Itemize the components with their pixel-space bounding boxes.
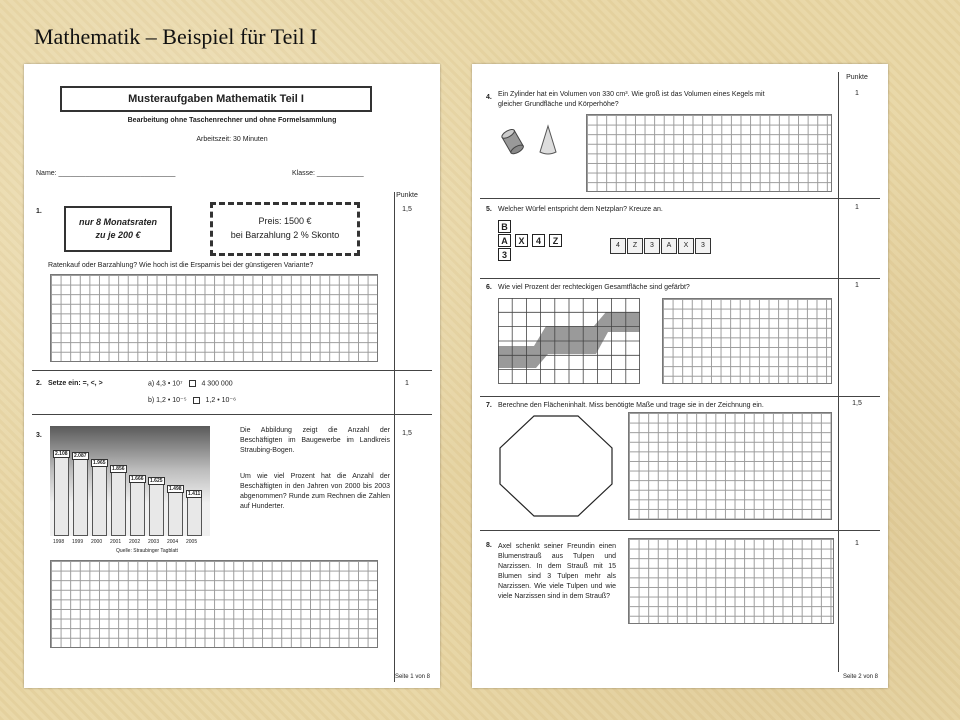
chart-bar-2004 bbox=[168, 486, 183, 536]
chart-source: Quelle: Straubinger Tagblatt bbox=[116, 548, 178, 554]
task-7-points: 1,5 bbox=[852, 400, 862, 407]
chart-year-2005: 2005 bbox=[186, 539, 198, 545]
net-face-1: A bbox=[498, 234, 511, 247]
task-8-number: 8. bbox=[486, 542, 492, 549]
cube-net bbox=[498, 220, 578, 272]
chart-value-2005: 1.411 bbox=[188, 491, 201, 497]
task-2b-right: 1,2 • 10⁻⁶ bbox=[205, 397, 236, 404]
task-2-label: Setze ein: =, <, > bbox=[48, 380, 103, 387]
task-6-points: 1 bbox=[855, 282, 859, 289]
task-5-divider bbox=[480, 278, 880, 279]
task-7-question: Berechne den Flächeninhalt. Miss benötigte Maße und trage sie in der Zeichnung ein. bbox=[498, 402, 764, 409]
shaded-rectangle-figure bbox=[498, 298, 640, 384]
task-2-divider bbox=[32, 414, 432, 415]
net-face-3: 4 bbox=[532, 234, 545, 247]
chart-value-2002: 1.666 bbox=[131, 476, 144, 482]
employment-chart bbox=[50, 426, 210, 536]
task-1-number: 1. bbox=[36, 208, 42, 215]
task-7-number: 7. bbox=[486, 402, 492, 409]
task-4-points: 1 bbox=[855, 90, 859, 97]
chart-value-1999: 2.087 bbox=[74, 453, 87, 459]
task-3-points: 1,5 bbox=[402, 430, 412, 437]
task-2b bbox=[148, 396, 236, 404]
class-field[interactable]: Klasse: ____________ bbox=[292, 170, 364, 177]
cylinder-cone-illustration bbox=[500, 122, 570, 158]
chart-value-2000: 1.965 bbox=[93, 460, 106, 466]
chart-bar-1999 bbox=[73, 453, 88, 536]
task-4-question-line-2: gleicher Grundfläche und Körperhöhe? bbox=[498, 101, 619, 108]
task-5-number: 5. bbox=[486, 206, 492, 213]
task-3-answer-grid[interactable] bbox=[50, 560, 378, 648]
points-header-2: Punkte bbox=[846, 74, 868, 81]
points-column-divider-2 bbox=[838, 72, 839, 672]
task-6-number: 6. bbox=[486, 284, 492, 291]
task-7-divider bbox=[480, 530, 880, 531]
task-4-divider bbox=[480, 198, 880, 199]
net-face-bottom: 3 bbox=[498, 248, 511, 261]
page-2-footer: Seite 2 von 8 bbox=[842, 674, 878, 680]
cash-price: Preis: 1500 € bbox=[258, 216, 312, 226]
die-option-1[interactable]: 4 bbox=[610, 238, 626, 254]
task-8-points: 1 bbox=[855, 540, 859, 547]
points-column-divider bbox=[394, 192, 395, 682]
chart-bar-1998 bbox=[54, 452, 69, 536]
chart-bar-2003 bbox=[149, 478, 164, 536]
chart-year-1998: 1998 bbox=[53, 539, 65, 545]
task-4-answer-grid[interactable] bbox=[586, 114, 832, 192]
task-5-points: 1 bbox=[855, 204, 859, 211]
task-3-number: 3. bbox=[36, 432, 42, 439]
chart-bar-2001 bbox=[111, 466, 126, 536]
die-option-3[interactable]: 3 bbox=[644, 238, 660, 254]
chart-year-2002: 2002 bbox=[129, 539, 141, 545]
task-2a-answer-box[interactable] bbox=[189, 380, 196, 387]
name-field[interactable]: Name: ______________________________ bbox=[36, 170, 176, 177]
task-7-answer-grid[interactable] bbox=[628, 412, 832, 520]
task-1-answer-grid[interactable] bbox=[50, 274, 378, 362]
dice-options bbox=[610, 234, 714, 256]
task-1-points: 1,5 bbox=[402, 206, 412, 213]
task-4-question bbox=[498, 90, 834, 110]
task-5-question: Welcher Würfel entspricht dem Netzplan? Kreuze an. bbox=[498, 206, 663, 213]
task-2a-left: a) 4,3 • 10⁷ bbox=[148, 380, 183, 388]
points-header: Punkte bbox=[396, 192, 418, 199]
task-4-question-line-1: Ein Zylinder hat ein Volumen von 330 cm³. Wie groß ist das Volumen eines Kegels mit bbox=[498, 91, 765, 98]
task-3-text-1: Die Abbildung zeigt die Anzahl der Beschäftigten im Baugewerbe im Landkreis Straubing-Bogen. bbox=[240, 427, 390, 454]
cash-discount: bei Barzahlung 2 % Skonto bbox=[230, 230, 340, 240]
chart-year-2004: 2004 bbox=[167, 539, 179, 545]
installment-offer-box bbox=[64, 206, 172, 252]
task-2b-left: b) 1,2 • 10⁻⁵ bbox=[148, 397, 187, 404]
worksheet-subtitle: Bearbeitung ohne Taschenrechner und ohne Formelsammlung bbox=[127, 117, 337, 124]
net-face-2: X bbox=[515, 234, 528, 247]
task-2-number: 2. bbox=[36, 380, 42, 387]
worksheet-title-box bbox=[60, 86, 372, 112]
page-1-footer: Seite 1 von 8 bbox=[394, 674, 430, 680]
chart-year-axis bbox=[50, 539, 210, 547]
task-6-divider bbox=[480, 396, 880, 397]
chart-bar-2002 bbox=[130, 476, 145, 536]
task-8-text: Axel schenkt seiner Freundin einen Blumenstrauß aus Tulpen und Narzissen. In dem Strauß mit 15 Blumen sind 3 Tulpen mehr als Narzissen. Wie viele Tulpen und wie viele Narzissen sind in dem Strauß? bbox=[498, 543, 616, 600]
task-1-question: Ratenkauf oder Barzahlung? Wie hoch ist die Ersparnis bei der günstigeren Variante? bbox=[48, 262, 314, 269]
die-option-6[interactable]: 3 bbox=[695, 238, 711, 254]
die-option-2[interactable]: Z bbox=[627, 238, 643, 254]
chart-value-2004: 1.498 bbox=[169, 486, 182, 492]
octagon-figure bbox=[498, 414, 614, 518]
chart-year-1999: 1999 bbox=[72, 539, 84, 545]
installment-line-2: zu je 200 € bbox=[95, 230, 141, 240]
net-face-4: Z bbox=[549, 234, 562, 247]
chart-bar-2000 bbox=[92, 460, 107, 536]
task-6-answer-grid[interactable] bbox=[662, 298, 832, 384]
cone-icon bbox=[540, 126, 556, 154]
task-2b-answer-box[interactable] bbox=[193, 397, 200, 404]
die-option-4[interactable]: A bbox=[661, 238, 677, 254]
die-option-5[interactable]: X bbox=[678, 238, 694, 254]
cash-offer-box bbox=[210, 202, 360, 256]
task-2a bbox=[148, 380, 233, 387]
net-face-top: B bbox=[498, 220, 511, 233]
task-4-number: 4. bbox=[486, 94, 492, 101]
task-3-text-2: Um wie viel Prozent hat die Anzahl der Beschäftigten in den Jahren von 2000 bis 2003 abgenommen? Runde zum Rechnen die Zahlen auf Hunderter. bbox=[240, 473, 390, 510]
chart-year-2000: 2000 bbox=[91, 539, 103, 545]
worksheet-title: Musteraufgaben Mathematik Teil I bbox=[128, 93, 304, 105]
cylinder-icon bbox=[501, 128, 525, 156]
worksheet-page-2 bbox=[472, 64, 888, 688]
chart-value-2003: 1.625 bbox=[150, 478, 163, 484]
task-6-question: Wie viel Prozent der rechteckigen Gesamtfläche sind gefärbt? bbox=[498, 284, 690, 291]
chart-year-2001: 2001 bbox=[110, 539, 122, 545]
installment-line-1: nur 8 Monatsraten bbox=[78, 217, 157, 227]
chart-year-2003: 2003 bbox=[148, 539, 160, 545]
chart-value-1998: 2.108 bbox=[55, 451, 68, 457]
task-2a-right: 4 300 000 bbox=[201, 380, 233, 388]
task-8-answer-grid[interactable] bbox=[628, 538, 834, 624]
task-2-points: 1 bbox=[405, 380, 409, 387]
chart-value-2001: 1.856 bbox=[112, 466, 125, 472]
worksheet-time: Arbeitszeit: 30 Minuten bbox=[196, 136, 268, 143]
task-1-divider bbox=[32, 370, 432, 371]
worksheet-page-1 bbox=[24, 64, 440, 688]
slide-title: Mathematik – Beispiel für Teil I bbox=[34, 24, 318, 49]
